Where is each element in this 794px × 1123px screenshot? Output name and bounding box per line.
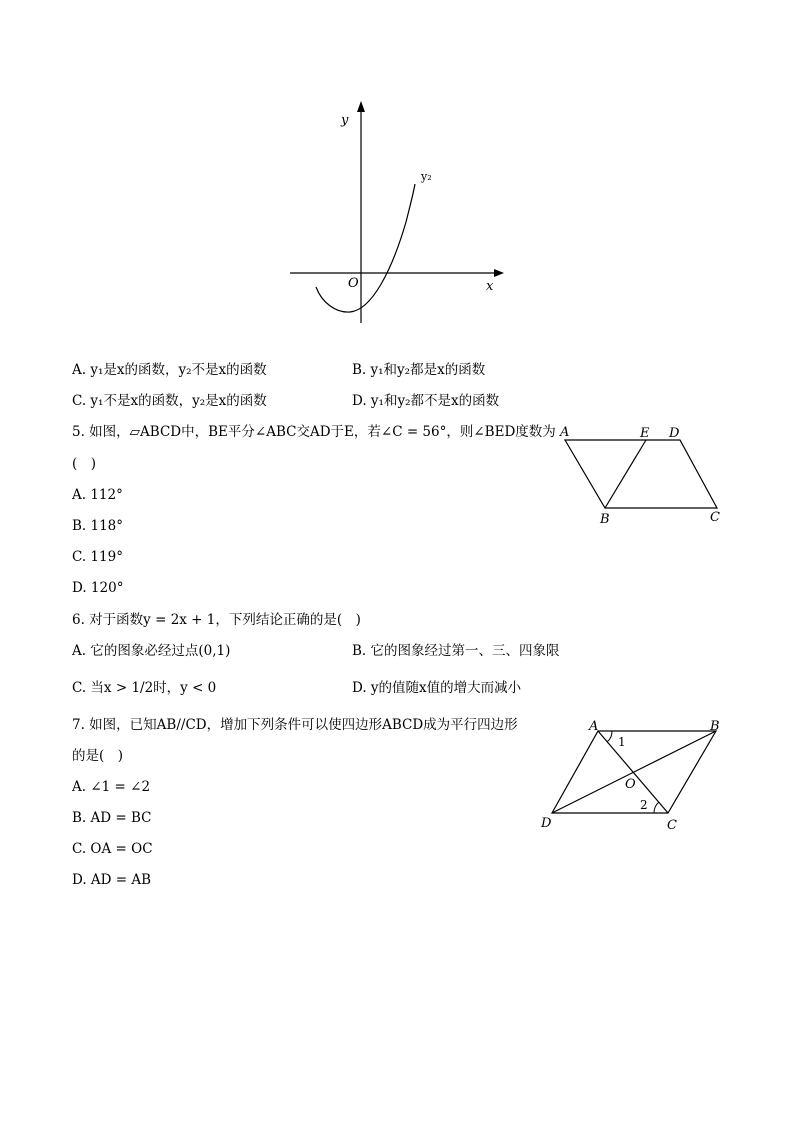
angle-2-arc xyxy=(654,802,659,813)
q5-paren: ( ) xyxy=(72,456,97,472)
q7-option-b: B. AD = BC xyxy=(72,810,152,826)
graph-y-label: y xyxy=(341,113,349,128)
q7-label-b: B xyxy=(710,719,720,734)
q7-label-1: 1 xyxy=(618,735,626,749)
q5-label-d: D xyxy=(669,426,680,441)
q7-label-o: O xyxy=(625,777,636,792)
x-axis-arrow xyxy=(494,269,504,277)
q5-option-d: D. 120° xyxy=(72,580,124,596)
graph-curve-label: y₂ xyxy=(421,170,432,183)
q5-stem: 5. 如图，▱ABCD中，BE平分∠ABC交AD于E，若∠C = 56°，则∠BED度数为 xyxy=(72,424,556,440)
q6-option-b: B. 它的图象经过第一、三、四象限 xyxy=(352,643,560,659)
segment-be xyxy=(605,440,646,508)
q5-option-c: C. 119° xyxy=(72,549,123,565)
angle-1-arc xyxy=(607,731,612,742)
q5-label-a: A xyxy=(560,425,570,440)
q4-option-b: B. y₁和y₂都是x的函数 xyxy=(352,362,486,378)
q5-option-a: A. 112° xyxy=(72,487,123,503)
q7-option-d: D. AD = AB xyxy=(72,872,152,888)
q5-label-e: E xyxy=(640,426,650,441)
q7-label-a: A xyxy=(589,719,599,734)
q6-option-a: A. 它的图象必经过点(0,1) xyxy=(72,643,231,659)
q6-stem: 6. 对于函数y = 2x + 1，下列结论正确的是( ) xyxy=(72,612,361,628)
q7-quadrilateral-figure xyxy=(540,719,720,833)
q4-option-c: C. y₁不是x的函数，y₂是x的函数 xyxy=(72,393,267,409)
q7-stem-line2: 的是( ) xyxy=(72,748,124,764)
q7-label-2: 2 xyxy=(640,798,648,812)
q4-option-a: A. y₁是x的函数，y₂不是x的函数 xyxy=(72,362,267,378)
curve-y2 xyxy=(316,184,415,312)
q7-label-c: C xyxy=(667,818,677,833)
q6-option-c: C. 当x > 1/2时，y < 0 xyxy=(72,680,217,696)
q5-label-b: B xyxy=(600,512,610,527)
q7-option-a: A. ∠1 = ∠2 xyxy=(72,779,151,795)
graph-origin-label: O xyxy=(348,276,359,291)
q5-parallelogram-figure xyxy=(559,425,720,527)
q5-option-b: B. 118° xyxy=(72,518,124,534)
q7-option-c: C. OA = OC xyxy=(72,841,153,857)
q7-label-d: D xyxy=(541,816,552,831)
graph-x-label: x xyxy=(486,279,494,294)
parallelogram-abcd xyxy=(565,440,717,508)
q5-label-c: C xyxy=(710,510,720,525)
q7-stem-line1: 7. 如图，已知AB//CD，增加下列条件可以使四边形ABCD成为平行四边形 xyxy=(72,717,518,733)
q4-option-d: D. y₁和y₂都不是x的函数 xyxy=(352,393,500,409)
q6-option-d: D. y的值随x值的增大而减小 xyxy=(352,680,522,696)
y-axis-arrow xyxy=(357,101,365,112)
